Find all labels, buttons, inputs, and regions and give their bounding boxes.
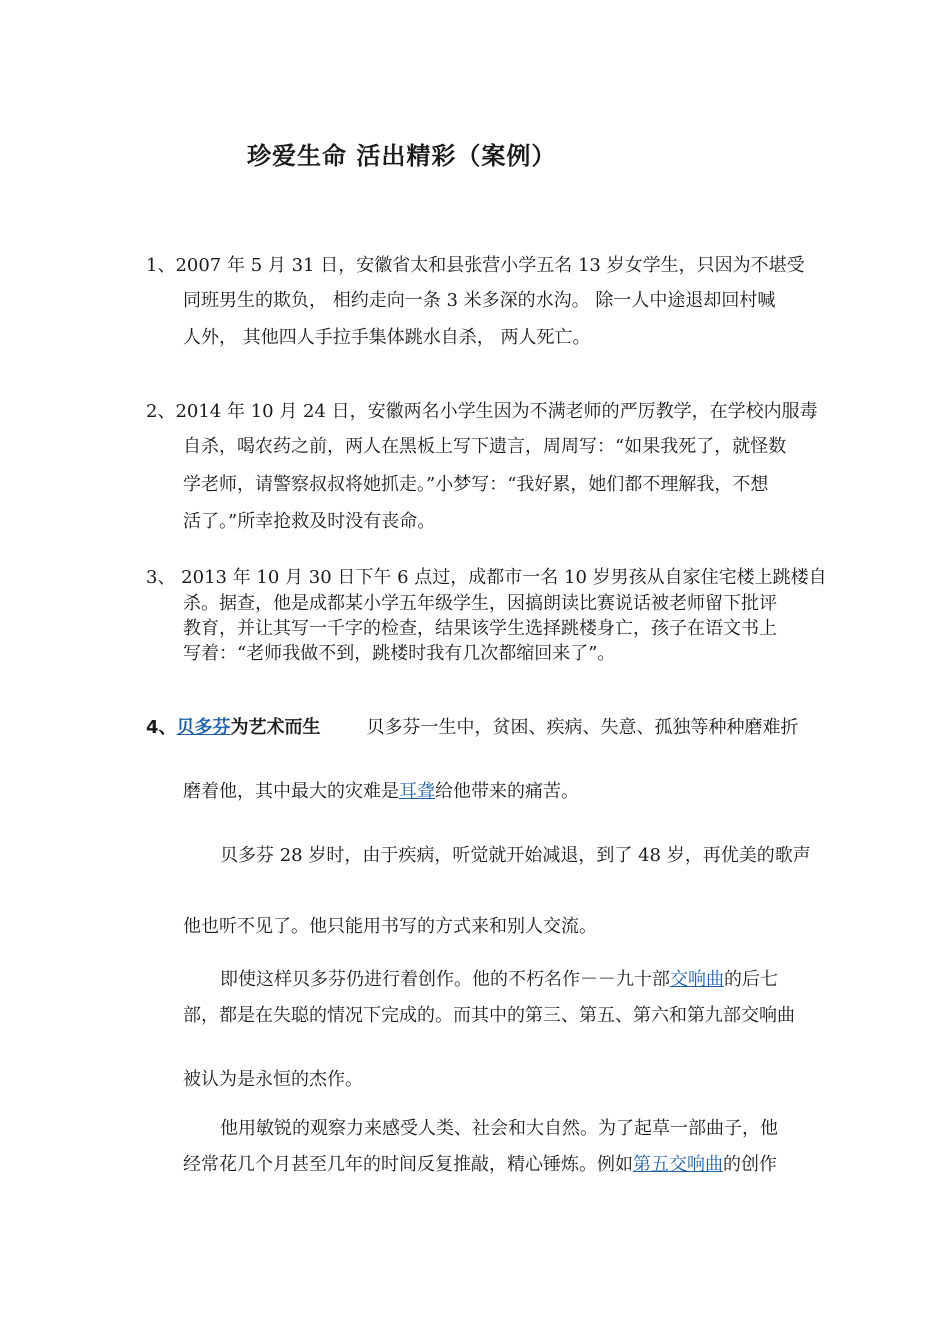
item4-line2 [183,780,579,804]
item4-heading-line [146,716,799,740]
item3-line1: 3、 2013 年 10 月 30 日下午 6 点过，成都市一名 10 岁男孩从自家住宅楼上跳楼自 [146,567,827,588]
para3-line1-post: 的后七 [724,969,778,990]
item1-line2: 同班男生的欺负， 相约走向一条 3 米多深的水沟。 除一人中途退却回村喊 [183,290,776,311]
beethoven-link[interactable]: 贝多芬 [176,717,231,738]
item4-line1-text: 贝多芬一生中，贫困、疾病、失意、孤独等种种磨难折 [366,717,799,738]
item3-line2: 杀。据查，他是成都某小学五年级学生，因搞朗读比赛说话被老师留下批评 [183,593,777,614]
para3-line3: 被认为是永恒的杰作。 [183,1069,363,1090]
para4-line2-post: 的创作 [723,1154,777,1175]
item4-line2-post: 给他带来的痛苦。 [435,781,579,802]
para3-line2: 部，都是在失聪的情况下完成的。而其中的第三、第五、第六和第九部交响曲 [183,1005,795,1026]
para4-line1: 他用敏锐的观察力来感受人类、社会和大自然。为了起草一部曲子，他 [220,1118,778,1139]
item3-line3: 教育，并让其写一千字的检查，结果该学生选择跳楼身亡，孩子在语文书上 [183,618,777,639]
para3-line1 [220,968,778,992]
para4-line2 [183,1153,777,1177]
item2-line3: 学老师，请警察叔叔将她抓走。”小梦写：“我好累，她们都不理解我，不想 [183,474,769,495]
item2-line1: 2、2014 年 10 月 24 日，安徽两名小学生因为不满老师的严厉教学，在学校内服毒 [146,401,818,422]
para3-line1-pre: 即使这样贝多芬仍进行着创作。他的不朽名作－－九十部 [220,969,670,990]
item4-number: 4、 [146,717,177,738]
deafness-link[interactable]: 耳聋 [399,781,435,802]
item2-line2: 自杀，喝农药之前，两人在黑板上写下遗言，周周写：“如果我死了，就怪数 [183,436,787,457]
item1-line1: 1、2007 年 5 月 31 日，安徽省太和县张营小学五名 13 岁女学生，只因为不堪受 [146,255,805,276]
document-title: 珍爱生命 活出精彩（案例） [247,142,557,170]
item1-line3: 人外， 其他四人手拉手集体跳水自杀， 两人死亡。 [183,327,591,348]
item4-heading: 为艺术而生 [230,717,321,738]
fifth-symphony-link[interactable]: 第五交响曲 [633,1154,723,1175]
item2-line4: 活了。”所幸抢救及时没有丧命。 [183,511,436,532]
para4-line2-pre: 经常花几个月甚至几年的时间反复推敲，精心锤炼。例如 [183,1154,633,1175]
item3-line4: 写着：“老师我做不到，跳楼时我有几次都缩回来了”。 [183,643,616,664]
symphony-link[interactable]: 交响曲 [670,969,724,990]
para2-line1: 贝多芬 28 岁时，由于疾病，听觉就开始减退，到了 48 岁，再优美的歌声 [220,845,811,866]
item4-line2-pre: 磨着他，其中最大的灾难是 [183,781,399,802]
para2-line2: 他也听不见了。他只能用书写的方式来和别人交流。 [183,916,597,937]
